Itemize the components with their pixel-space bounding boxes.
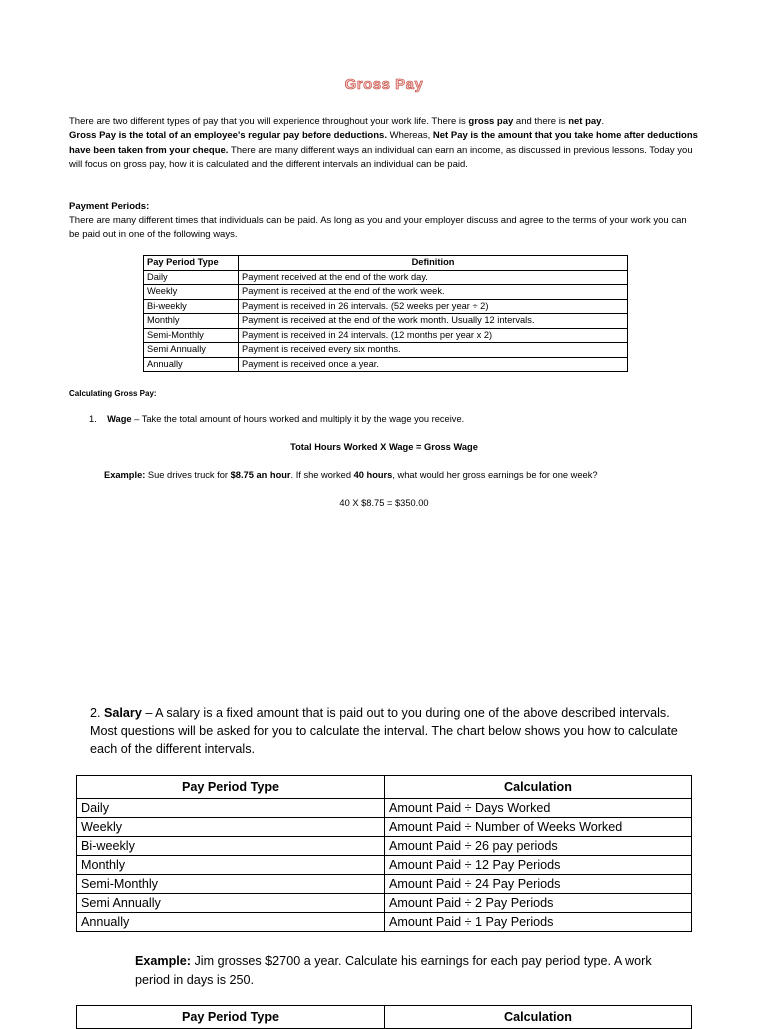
pay-period-type-cell: Monthly <box>77 856 385 875</box>
value-cell: Payment received at the end of the work day. <box>239 270 628 285</box>
salary-list-item: 2. Salary – A salary is a fixed amount that is paid out to you during one of the above described intervals. Most questions will be asked for you to calculate the interval. The chart below shows you how to calculate each of the different intervals. <box>90 706 678 757</box>
pay-period-type-cell: Semi Annually <box>144 343 239 358</box>
table-row <box>144 343 628 358</box>
table-row <box>144 299 628 314</box>
value-cell: Amount Paid ÷ Days Worked <box>385 799 692 818</box>
pay-period-type-cell: Bi-weekly <box>144 299 239 314</box>
value-cell: Payment is received every six months. <box>239 343 628 358</box>
table-row <box>144 285 628 300</box>
salary-example-table <box>76 1005 692 1029</box>
column-header: Definition <box>239 256 628 271</box>
value-cell: Amount Paid ÷ 2 Pay Periods <box>385 894 692 913</box>
column-header: Calculation <box>385 776 692 799</box>
payment-periods-text: There are many different times that individuals can be paid. As long as you and your employer discuss and agree to the terms of your work you can be paid out in one of the following ways. <box>69 215 687 241</box>
value-cell: Payment is received in 24 intervals. (12 months per year x 2) <box>239 328 628 343</box>
column-header: Calculation <box>385 1006 692 1029</box>
table-row <box>77 799 692 818</box>
table-header-row <box>77 1006 692 1029</box>
salary-calculation-table <box>76 775 692 932</box>
value-cell: Payment is received once a year. <box>239 357 628 372</box>
table-row <box>77 875 692 894</box>
pay-period-type-cell: Weekly <box>77 818 385 837</box>
wage-list-item: 1. Wage – Take the total amount of hours worked and multiply it by the wage you receive. <box>89 414 465 424</box>
pay-period-type-cell: Annually <box>77 913 385 932</box>
table-row <box>77 818 692 837</box>
table-row <box>144 328 628 343</box>
pay-period-type-cell: Daily <box>77 799 385 818</box>
pay-period-type-cell: Daily <box>144 270 239 285</box>
table-row <box>144 270 628 285</box>
calculating-gross-pay-heading: Calculating Gross Pay: <box>69 389 157 398</box>
table-row <box>77 894 692 913</box>
column-header: Pay Period Type <box>144 256 239 271</box>
pay-period-type-cell: Semi-Monthly <box>77 875 385 894</box>
intro-paragraph: There are two different types of pay that you will experience throughout your work life. There is gross pay and there is net pay. Gross Pay is the total of an employee's regular pay before deductions. Whereas, Net Pay is the amount that you take home after deductions have been taken from your cheque. There are many different ways an individual can earn an income, as discussed in previous lessons. Today you will focus on gross pay, how it is calculated and the different intervals an individual can be paid. <box>69 116 698 170</box>
pay-period-type-cell: Semi-Monthly <box>144 328 239 343</box>
table-row <box>144 357 628 372</box>
value-cell: Amount Paid ÷ Number of Weeks Worked <box>385 818 692 837</box>
value-cell: Payment is received in 26 intervals. (52 weeks per year ÷ 2) <box>239 299 628 314</box>
table-row <box>77 913 692 932</box>
value-cell: Payment is received at the end of the work month. Usually 12 intervals. <box>239 314 628 329</box>
table-header-row <box>144 256 628 271</box>
wage-formula: Total Hours Worked X Wage = Gross Wage <box>290 442 478 452</box>
table-header-row <box>77 776 692 799</box>
value-cell: Amount Paid ÷ 12 Pay Periods <box>385 856 692 875</box>
wage-example-answer: 40 X $8.75 = $350.00 <box>339 498 429 508</box>
value-cell: Amount Paid ÷ 24 Pay Periods <box>385 875 692 894</box>
pay-period-type-cell: Weekly <box>144 285 239 300</box>
table-row <box>77 856 692 875</box>
wage-example: Example: Sue drives truck for $8.75 an hour. If she worked 40 hours, what would her gross earnings be for one week? <box>104 470 598 480</box>
pay-period-type-cell: Monthly <box>144 314 239 329</box>
page-title: Gross Pay <box>344 76 424 93</box>
pay-period-type-cell: Annually <box>144 357 239 372</box>
pay-period-type-cell: Semi Annually <box>77 894 385 913</box>
value-cell: Amount Paid ÷ 26 pay periods <box>385 837 692 856</box>
value-cell: Payment is received at the end of the work week. <box>239 285 628 300</box>
pay-period-definitions-table <box>143 255 628 372</box>
value-cell: Amount Paid ÷ 1 Pay Periods <box>385 913 692 932</box>
table-row <box>144 314 628 329</box>
table-row <box>77 837 692 856</box>
payment-periods-heading: Payment Periods: <box>69 201 150 212</box>
pay-period-type-cell: Bi-weekly <box>77 837 385 856</box>
column-header: Pay Period Type <box>77 776 385 799</box>
salary-example: Example: Jim grosses $2700 a year. Calculate his earnings for each pay period type. A work period in days is 250. <box>135 954 652 987</box>
column-header: Pay Period Type <box>77 1006 385 1029</box>
